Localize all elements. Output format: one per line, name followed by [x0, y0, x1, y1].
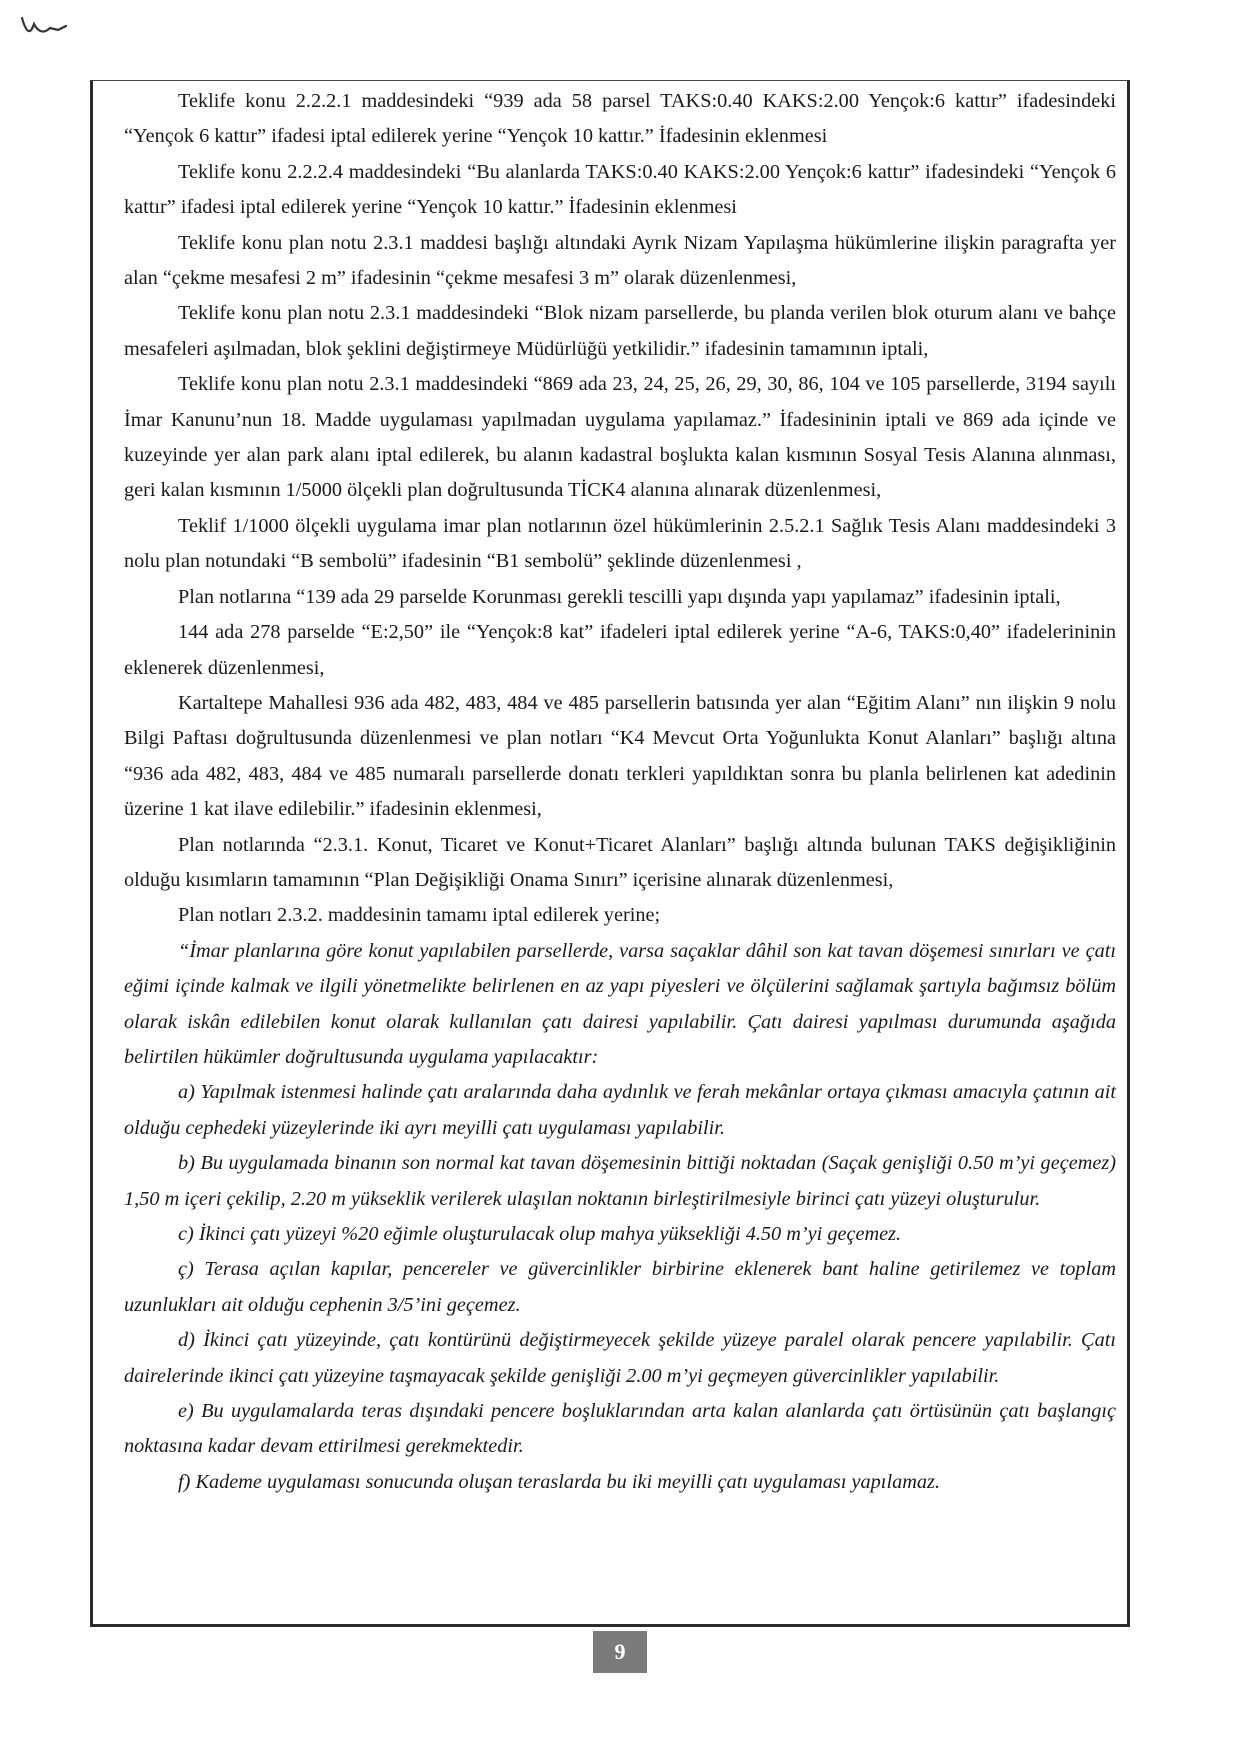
paragraph: 144 ada 278 parselde “E:2,50” ile “Yençok:8 kat” ifadeleri iptal edilerek yerine “A-6, TAKS:0,40” ifadelerininin eklenerek düzenlenmesi, [124, 621, 1116, 679]
italic-paragraph: b) Bu uygulamada binanın son normal kat tavan döşemesinin bittiği noktadan (Saçak genişliği 0.50 m’yi geçemez) 1,50 m içeri çekilip, 2.20 m yükseklik verilerek ulaşılan noktanın birleştirilmesiyle birinci çatı yüzeyi oluşturulur. [124, 1152, 1116, 1210]
handwritten-mark [18, 10, 68, 40]
paragraph: Kartaltepe Mahallesi 936 ada 482, 483, 484 ve 485 parsellerin batısında yer alan “Eğitim Alanı” nın ilişkin 9 nolu Bilgi Paftası doğrultusunda düzenlenmesi ve plan notları “K4 Mevcut Orta Yoğunlukta Konut Alanları” başlığı altına “936 ada 482, 483, 484 ve 485 numaralı parsellerde donatı terkleri yapıldıktan sonra bu planla belirlenen kat adedinin üzerine 1 kat ilave edilebilir.” ifadesinin eklenmesi, [124, 691, 1116, 821]
italic-paragraph: d) İkinci çatı yüzeyinde, çatı kontürünü değiştirmeyecek şekilde yüzeye paralel olarak pencere yapılabilir. Çatı dairelerinde ikinci çatı yüzeyine taşmayacak şekilde genişliği 2.00 m’yi geçmeyen güvercinlikler yapılabilir. [124, 1329, 1116, 1387]
paragraph: Plan notlarına “139 ada 29 parselde Korunması gerekli tescilli yapı dışında yapı yapılamaz” ifadesinin iptali, [178, 585, 1061, 608]
paragraph: Teklif 1/1000 ölçekli uygulama imar plan notlarının özel hükümlerinin 2.5.2.1 Sağlık Tesis Alanı maddesindeki 3 nolu plan notundaki “B sembolü” ifadesinin “B1 sembolü” şeklinde düzenlenmesi , [124, 514, 1116, 573]
italic-paragraph: ç) Terasa açılan kapılar, pencereler ve güvercinlikler birbirine eklenerek bant haline getirilemez ve toplam uzunlukları ait olduğu cephenin 3/5’ini geçemez. [124, 1258, 1116, 1316]
paragraph: Teklife konu plan notu 2.3.1 maddesindeki “Blok nizam parsellerde, bu planda verilen blok oturum alanı ve bahçe mesafeleri aşılmadan, blok şeklini değiştirmeye Müdürlüğü yetkilidir.” ifadesinin tamamının iptali, [124, 302, 1116, 360]
italic-paragraph: e) Bu uygulamalarda teras dışındaki pencere boşluklarından arta kalan alanlarda çatı örtüsünün çatı başlangıç noktasına kadar devam ettirilmesi gerekmektedir. [124, 1400, 1116, 1458]
paragraph: Plan notları 2.3.2. maddesinin tamamı iptal edilerek yerine; [178, 904, 661, 927]
document-body [124, 84, 1116, 1500]
italic-paragraph: c) İkinci çatı yüzeyi %20 eğimle oluşturulacak olup mahya yüksekliği 4.50 m’yi geçemez. [178, 1223, 902, 1245]
italic-paragraph: f) Kademe uygulaması sonucunda oluşan teraslarda bu iki meyilli çatı uygulaması yapılamaz. [178, 1470, 940, 1493]
paragraph: Teklife konu plan notu 2.3.1 maddesindeki “869 ada 23, 24, 25, 26, 29, 30, 86, 104 ve 105 parsellerde, 3194 sayılı İmar Kanunu’nun 18. Madde uygulaması yapılmadan uygulama yapılamaz.” İfadesininin iptali ve 869 ada içinde ve kuzeyinde yer alan park alanı iptal edilerek, bu alanın kadastral boşlukta kalan kısmının Sosyal Tesis Alanına alınması, geri kalan kısmının 1/5000 ölçekli plan doğrultusunda TİCK4 alanına alınarak düzenlenmesi, [124, 373, 1116, 502]
page-number: 9 [593, 1631, 647, 1673]
italic-paragraph: “İmar planlarına göre konut yapılabilen parsellerde, varsa saçaklar dâhil son kat tavan döşemesi sınırları ve çatı eğimi içinde kalmak ve ilgili yönetmelikte belirlenen en az yapı piyesleri ve ölçülerini sağlamak şartıyla bağımsız bölüm olarak iskân edilebilen konut olarak kullanılan çatı dairesi yapılabilir. Çatı dairesi yapılması durumunda aşağıda belirtilen hükümler doğrultusunda uygulama yapılacaktır: [124, 939, 1116, 1068]
paragraph: Teklife konu plan notu 2.3.1 maddesi başlığı altındaki Ayrık Nizam Yapılaşma hükümlerine ilişkin paragrafta yer alan “çekme mesafesi 2 m” ifadesinin “çekme mesafesi 3 m” olarak düzenlenmesi, [124, 231, 1116, 290]
italic-paragraph: a) Yapılmak istenmesi halinde çatı aralarında daha aydınlık ve ferah mekânlar ortaya çıkması amacıyla çatının ait olduğu cephedeki yüzeylerinde iki ayrı meyilli çatı uygulaması yapılabilir. [124, 1081, 1116, 1139]
paragraph: Plan notlarında “2.3.1. Konut, Ticaret ve Konut+Ticaret Alanları” başlığı altında bulunan TAKS değişikliğinin olduğu kısımların tamamının “Plan Değişikliği Onama Sınırı” içerisine alınarak düzenlenmesi, [124, 833, 1116, 891]
paragraph: Teklife konu 2.2.2.4 maddesindeki “Bu alanlarda TAKS:0.40 KAKS:2.00 Yençok:6 kattır” ifadesindeki “Yençok 6 kattır” ifadesi iptal edilerek yerine “Yençok 10 kattır.” İfadesinin eklenmesi [124, 160, 1116, 219]
paragraph: Teklife konu 2.2.2.1 maddesindeki “939 ada 58 parsel TAKS:0.40 KAKS:2.00 Yençok:6 kattır” ifadesindeki “Yençok 6 kattır” ifadesi iptal edilerek yerine “Yençok 10 kattır.” İfadesinin eklenmesi [124, 90, 1116, 148]
